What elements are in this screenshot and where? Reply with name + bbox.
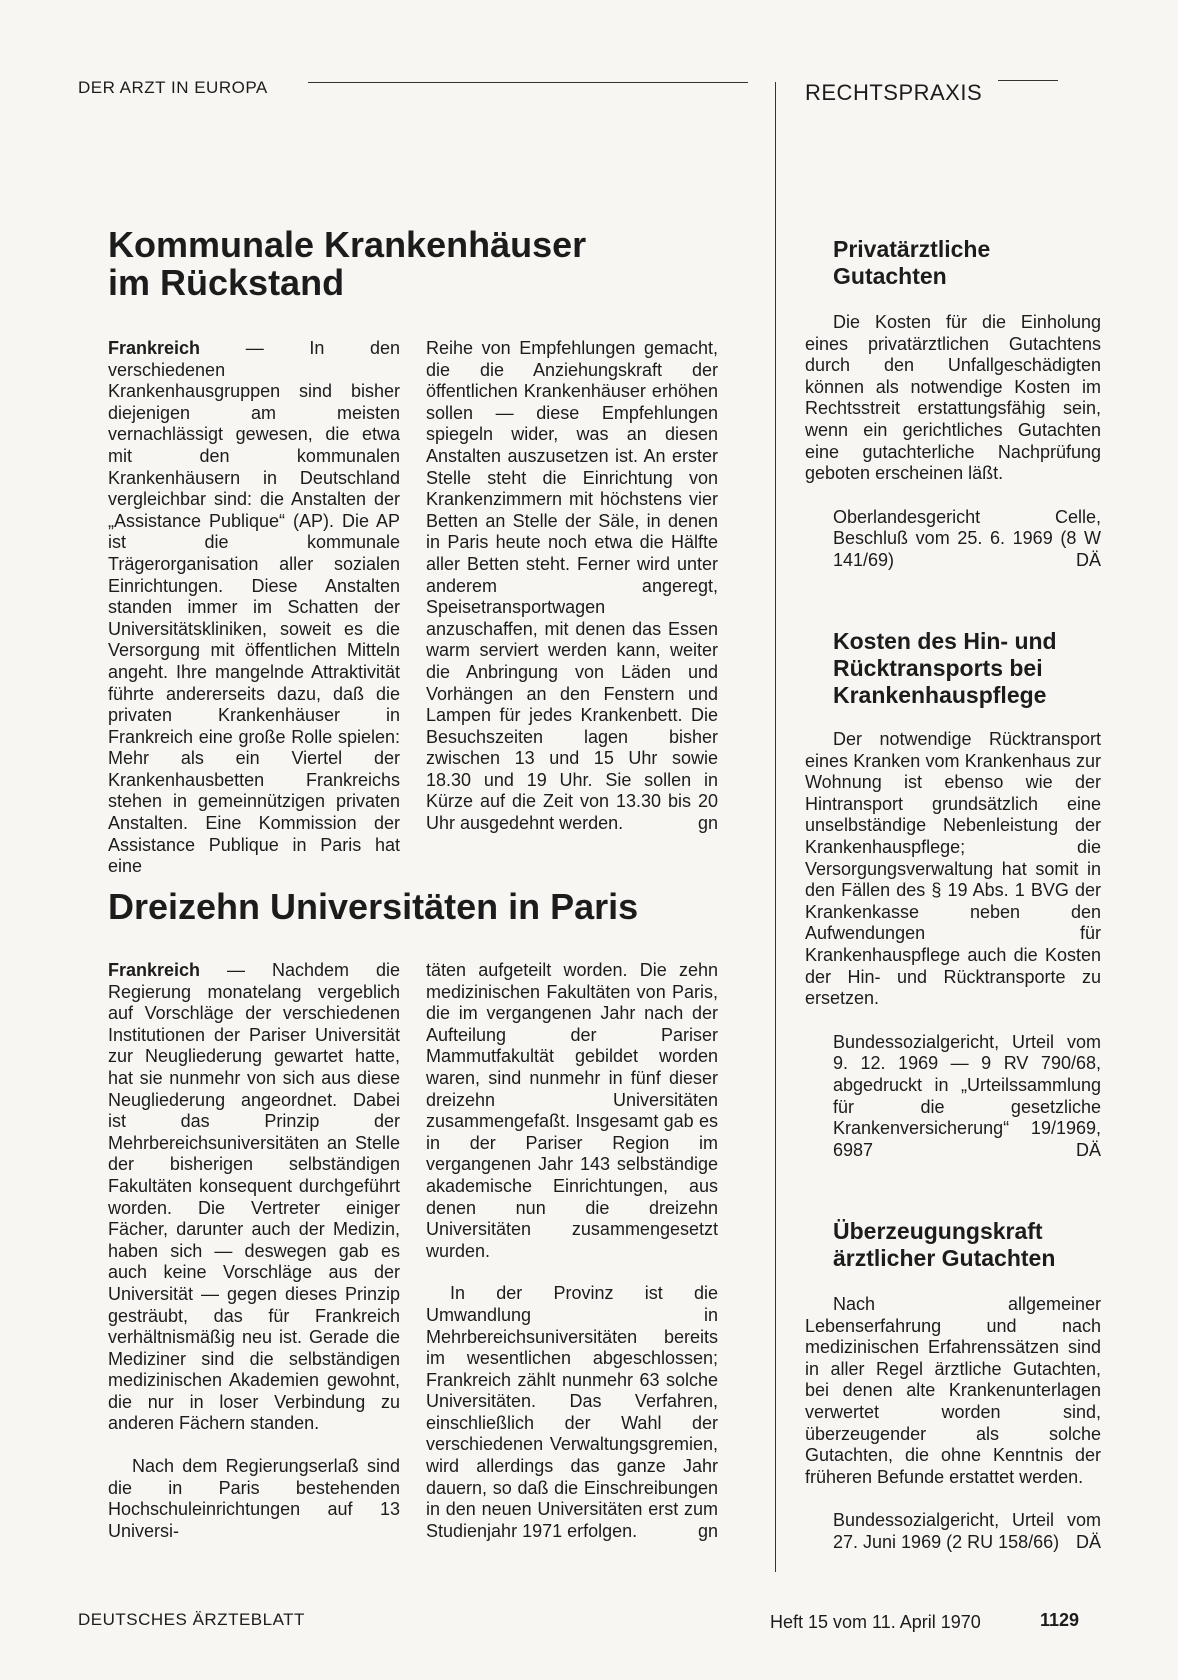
legal-item-3 <box>805 1218 1101 1554</box>
citation-text: Oberlandesgericht Celle, Beschluß vom 25. 6. 1969 (8 W 141/69) <box>833 506 1101 570</box>
article1-title-line2: im Rückstand <box>108 262 345 303</box>
legal-item-title-line: Privatärztliche <box>833 236 991 262</box>
article2-lead-word: Frankreich <box>108 960 201 980</box>
article2-title: Dreizehn Universitäten in Paris <box>108 886 639 927</box>
legal-item-title-line: Kosten des Hin- und <box>833 628 1057 654</box>
legal-item-2 <box>805 628 1101 1161</box>
legal-item-citation <box>833 507 1101 572</box>
legal-item-title <box>833 1218 1101 1272</box>
article1-title-line1: Kommunale Krankenhäuser <box>108 224 587 265</box>
legal-item-1 <box>805 236 1101 572</box>
article2-paragraph <box>108 960 400 1435</box>
column-divider <box>775 82 776 1572</box>
article2-col1-p1: — Nachdem die Regierung monatelang vergeblich auf Vorschläge der verschiedenen Institutionen der Pariser Universität zur Neugliederung gewartet hatte, hat sie nunmehr von sich aus diese Neugliederung angeordnet. Dabei ist das Prinzip der Mehrbereichsuniversitäten an Stelle der bisherigen selbständigen Fakultäten konsequent durchgeführt worden. Die Vertreter einiger Fächer, darunter auch der Medizin, haben sich — deswegen gab es auch keine Vorschläge aus der Universität — gegen dieses Prinzip gesträubt, das für Frankreich verhältnismäßig neu ist. Gerade die Mediziner sind die selbständigen medizinischen Akademien gewohnt, die nur in loser Verbindung zu anderen Fächern standen. <box>108 960 400 1434</box>
legal-item-title-line: ärztlicher Gutachten <box>833 1245 1056 1271</box>
legal-item-title-line: Krankenhauspflege <box>833 682 1047 708</box>
article1-title <box>108 226 748 302</box>
article2-column2 <box>426 960 718 1542</box>
article2-paragraph <box>426 1283 718 1542</box>
header-rule <box>998 80 1058 81</box>
legal-item-title <box>833 628 1101 709</box>
legal-item-signature: DÄ <box>1075 1531 1101 1552</box>
article1-paragraph <box>108 338 400 878</box>
legal-item-text: Nach allgemeiner Lebenserfahrung und nach medizinischen Erfahrenssätzen sind in aller Regel ärztliche Gutachten, bei denen alte Krankenunterlagen verwertet worden sind, überzeugender als solche Gutachten, die ohne Kenntnis der früheren Befunde erstattet werden. <box>805 1294 1101 1487</box>
legal-item-citation <box>833 1032 1101 1162</box>
article2-col1-p2: Nach dem Regierungserlaß sind die in Paris bestehenden Hochschuleinrichtungen auf 13 Universi- <box>108 1456 400 1541</box>
article2-col2-p2: In der Provinz ist die Umwandlung in Mehrbereichsuniversitäten bereits im wesentlichen abgeschlossen; Frankreich zählt nunmehr 63 solche Universitäten. Das Verfahren, einschließlich der Wahl der verschiedenen Verwaltungsgremien, wird allerdings das ganze Jahr dauern, so daß die Einschreibungen in den neuen Universitäten erst zum Studienjahr 1971 erfolgen. <box>426 1283 718 1541</box>
article1-signature: gn <box>697 813 718 834</box>
legal-item-title <box>833 236 1101 290</box>
legal-item-title-line: Gutachten <box>833 263 947 289</box>
article1-col1-text: — In den verschiedenen Krankenhausgruppen sind bisher diejenigen am meisten vernachlässigt gewesen, die etwa mit den kommunalen Krankenhäusern in Deutschland vergleichbar sind: die Anstalten der „Assistance Publique“ (AP). Die AP ist die kommunale Trägerorganisation aller sozialen Einrichtungen. Diese Anstalten standen immer im Schatten der Universitätskliniken, soweit es die Versorgung mit öffentlichen Mitteln angeht. Ihre mangelnde Attraktivität führte andererseits dazu, daß die privaten Krankenhäuser in Frankreich eine große Rolle spielen: Mehr als ein Viertel der Krankenhausbetten Frankreichs stehen in gemeinnützigen privaten Anstalten. Eine Kommission der Assistance Publique in Paris hat eine <box>108 338 400 877</box>
citation-text: Bundessozialgericht, Urteil vom 9. 12. 1969 — 9 RV 790/68, abgedruckt in „Urteilssammlung für die gesetzliche Krankenversicherung“ 19/1969, 6987 <box>833 1031 1101 1160</box>
article1-column1 <box>108 338 400 878</box>
page-number: 1129 <box>1040 1610 1080 1630</box>
section-header-left: DER ARZT IN EUROPA <box>78 78 268 97</box>
article2-column1 <box>108 960 400 1542</box>
legal-item-signature: DÄ <box>1075 549 1101 570</box>
legal-item-title-line: Überzeugungskraft <box>833 1218 1043 1244</box>
article1-paragraph <box>426 338 718 835</box>
footer-publication: DEUTSCHES ÄRZTEBLATT <box>78 1610 305 1629</box>
legal-item-text: Der notwendige Rücktransport eines Kranken vom Krankenhaus zur Wohnung ist ebenso wie der Hintransport grundsätzlich eine unselbständige Nebenleistung der Krankenhauspflege; die Versorgungsverwaltung hat somit in den Fällen des § 19 Abs. 1 BVG der Krankenkasse neben den Aufwendungen für Krankenhauspflege auch die Kosten der Hin- und Rücktransporte zu ersetzen. <box>805 729 1101 1009</box>
article1-lead-word: Frankreich <box>108 338 201 358</box>
article2-signature: gn <box>697 1520 718 1541</box>
article1-col2-text: Reihe von Empfehlungen gemacht, die die Anziehungskraft der öffentlichen Krankenhäuser erhöhen sollen — diese Empfehlungen spiegeln wider, was an diesen Anstalten auszusetzen ist. An erster Stelle steht die Einrichtung von Krankenzimmern mit höchstens vier Betten an Stelle der Säle, in denen in Paris heute noch etwa die Hälfte aller Betten steht. Ferner wird unter anderem angeregt, Speisetransportwagen anzuschaffen, mit denen das Essen warm serviert werden kann, weiter die Anbringung von Läden und Vorhängen an den Fenstern und Lampen für jedes Krankenbett. Die Besuchszeiten lagen bisher zwischen 13 und 15 Uhr sowie 18.30 und 19 Uhr. Sie sollen in Kürze auf die Zeit von 13.30 bis 20 Uhr ausgedehnt werden. <box>426 338 718 834</box>
article1-column2 <box>426 338 718 835</box>
footer-issue: Heft 15 vom 11. April 1970 <box>770 1612 981 1632</box>
section-header-right: RECHTSPRAXIS <box>805 80 983 105</box>
legal-item-signature: DÄ <box>1075 1139 1101 1160</box>
legal-item-title-line: Rücktransports bei <box>833 655 1043 681</box>
legal-item-citation <box>833 1510 1101 1553</box>
article2-col2-p1: täten aufgeteilt worden. Die zehn medizinischen Fakultäten von Paris, die im vergangenen Jahr nach der Aufteilung der Pariser Mammutfakultät gebildet worden waren, sind nunmehr in fünf dieser dreizehn Universitäten zusammengefaßt. Insgesamt gab es in der Pariser Region im vergangenen Jahr 143 selbständige akademische Einrichtungen, aus denen nun die dreizehn Universitäten zusammengesetzt wurden. <box>426 960 718 1261</box>
legal-item-text: Die Kosten für die Einholung eines privatärztlichen Gutachtens durch den Unfallgeschädigten können als notwendige Kosten im Rechtsstreit erstattungsfähig sein, wenn ein gerichtliches Gutachten eine gutachterliche Nachprüfung geboten erscheinen läßt. <box>805 312 1101 484</box>
header-rule <box>308 82 748 83</box>
citation-text: Bundessozialgericht, Urteil vom 27. Juni 1969 (2 RU 158/66) <box>833 1510 1101 1552</box>
